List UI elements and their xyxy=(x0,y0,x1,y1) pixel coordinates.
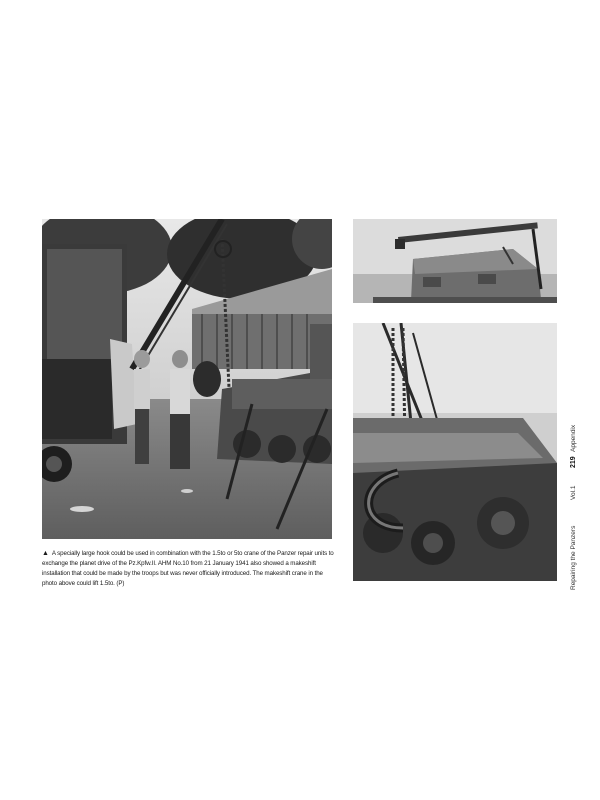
main-photo xyxy=(42,219,332,539)
volume-label: Vol.1 xyxy=(570,485,577,500)
book-title: Repairing the Panzers xyxy=(570,525,577,590)
caption-triangle-icon: ▲ xyxy=(42,550,49,557)
photo-caption xyxy=(42,549,334,589)
section-label: Appendix xyxy=(570,424,577,452)
drive-photo xyxy=(353,323,557,581)
caption-text: A specially large hook could be used in combination with the 1.5to or 5to crane of the Panzer repair units to exchange the planet drive of the Pz.Kpfw.II. AHM No.10 from 21 January 1941 also showed a makeshift installation that could be made by the troops but was never officially introduced. The makeshift crane in the photo above could lift 1.5to. (P) xyxy=(42,550,334,587)
page-number: 219 xyxy=(570,456,577,468)
turret-photo xyxy=(353,219,557,303)
